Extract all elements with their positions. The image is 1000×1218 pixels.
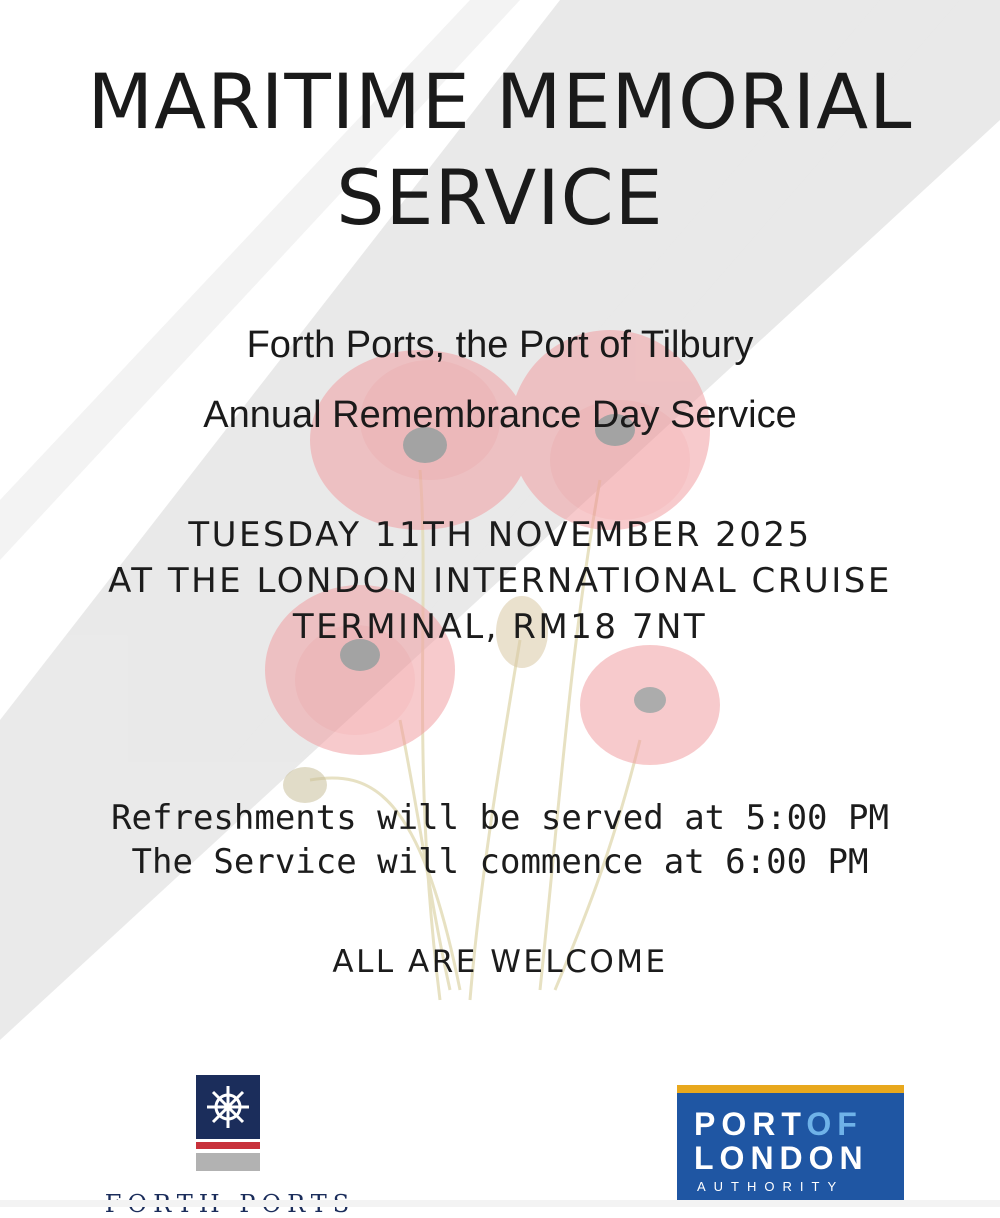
pla-word-of: OF bbox=[806, 1106, 863, 1142]
bottom-edge bbox=[0, 1200, 1000, 1207]
port-of-london-authority-logo bbox=[677, 1085, 904, 1207]
subtitle-line-2: Annual Remembrance Day Service bbox=[203, 394, 797, 436]
page-title bbox=[0, 54, 1000, 246]
refreshments-time: Refreshments will be served at 5:00 PM bbox=[111, 798, 889, 838]
event-venue-line-2: TERMINAL, RM18 7NT bbox=[292, 607, 708, 647]
title-line-1: MARITIME MEMORIAL bbox=[87, 57, 913, 146]
service-time: The Service will commence at 6:00 PM bbox=[131, 842, 869, 882]
pla-gold-band bbox=[677, 1085, 904, 1093]
pla-logo-row-1 bbox=[677, 1107, 904, 1141]
forth-logo-grey-band bbox=[196, 1153, 260, 1171]
title-line-2: SERVICE bbox=[336, 153, 664, 242]
pla-word-london: LONDON bbox=[694, 1140, 869, 1176]
event-venue-line-1: AT THE LONDON INTERNATIONAL CRUISE bbox=[108, 561, 892, 601]
forth-logo-red-band bbox=[196, 1142, 260, 1149]
forth-ports-logo bbox=[196, 1075, 262, 1171]
pla-word-port: PORT bbox=[694, 1106, 807, 1142]
ships-wheel-icon bbox=[196, 1075, 260, 1139]
event-details bbox=[0, 512, 1000, 650]
welcome-text: ALL ARE WELCOME bbox=[332, 944, 668, 980]
event-date: TUESDAY 11TH NOVEMBER 2025 bbox=[188, 515, 812, 555]
subtitle bbox=[0, 310, 1000, 450]
event-times bbox=[0, 796, 1000, 884]
pla-word-authority: AUTHORITY bbox=[697, 1179, 845, 1194]
subtitle-line-1: Forth Ports, the Port of Tilbury bbox=[246, 324, 754, 366]
